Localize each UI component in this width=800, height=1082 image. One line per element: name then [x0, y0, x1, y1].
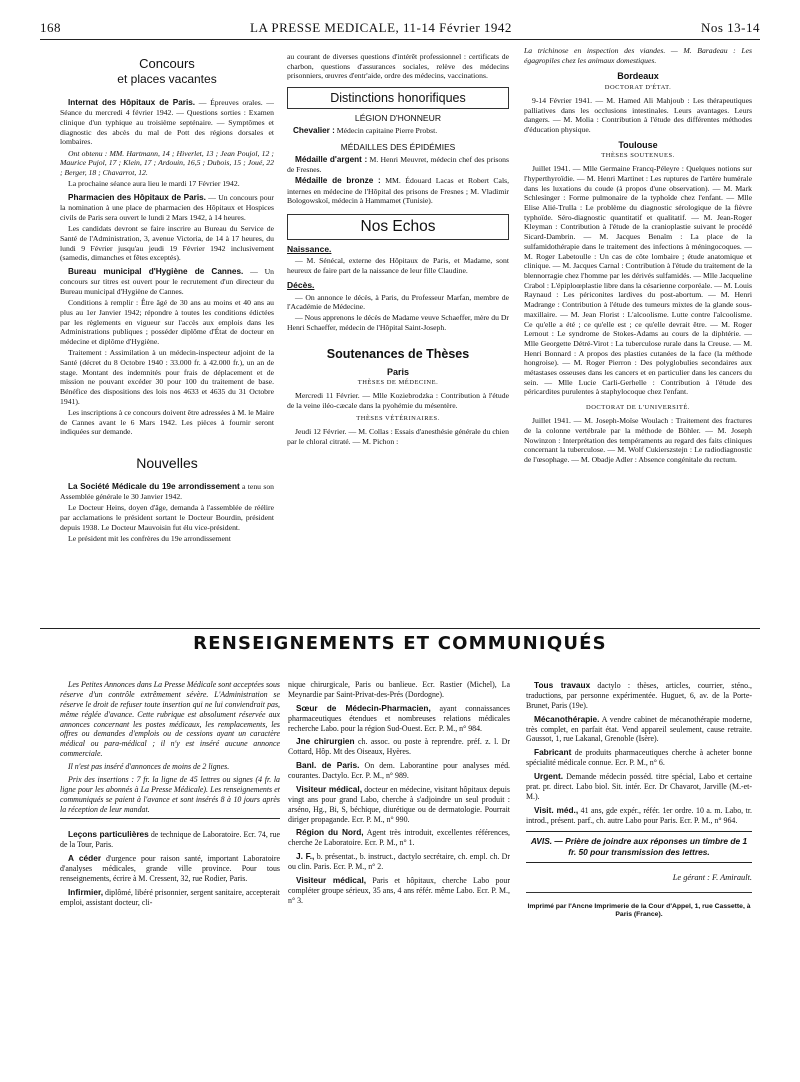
ad-visit-med-head: Visit. méd., — [534, 804, 579, 815]
ad-travaux-text: dactylo : thèses, articles, courrier, sténo., traductions, par personne expérimentée. Huguet, 6, av. de la Porte-Brunet, Paris (19e). — [526, 681, 752, 710]
label-theses-medecine: THÈSES DE MÉDECINE. — [357, 379, 439, 387]
paragraph-internat-next: La prochaine séance aura lieu le mardi 17 Février 1942. — [68, 179, 240, 189]
ad-ceder — [60, 853, 280, 884]
subtitle-toulouse: Toulouse — [618, 139, 658, 150]
ad-infirmier-head: Infirmier, — [68, 886, 104, 897]
paragraph-jeudi: Jeudi 12 Février. — M. Collas : Essais d'anesthésie générale du chien par le chloral citraté. — M. Pichon : — [287, 426, 509, 446]
ad-mecanotherapie-text: A vendre cabinet de mécanothérapie moderne, très complet, en parfait état. Vend appareil seulement, cause retraite. Gaussot, 1, rue Lakanal, Grenoble (Isère). — [526, 714, 752, 744]
paragraph-pharmacien-2: Les candidats devront se faire inscrire au Bureau du Service de Santé de l'Administration, 3, avenue Victoria, de 14 à 17 heures, du lundi 9 Février jusqu'au jeudi 19 Février 1942 inclusivement (samedis, dimanches et fêtes exceptés). — [60, 224, 274, 263]
ad-mecanotherapie — [526, 714, 752, 745]
label-theses-soutenues: THÈSES SOUTENUES. — [601, 152, 675, 160]
subtitle-legion: LÉGION D'HONNEUR — [354, 113, 442, 124]
ad-chirurgien — [288, 736, 510, 757]
ad-travaux-head: Tous travaux — [534, 680, 591, 690]
paragraph-cannes-4: Les inscriptions à ce concours doivent être adressées à M. le Maire de Cannes avant le 6 Mars 1942. Les pièces à fournir seront indiquées sur demande. — [60, 407, 274, 437]
paragraph-bronze — [287, 176, 509, 206]
ad-visiteur-head: Visiteur médical, — [296, 783, 363, 794]
paragraph-deces-2: — Nous apprenons le décès de Madame veuve Schaeffer, mère du Dr Henri Schaeffer, médecin de l'Hôpital Saint-Joseph. — [287, 313, 509, 333]
ad-fabricant-text: de produits pharmaceutiques cherche à acheter bonne spécialité médicale connue. Ecr. P. M., n° 6. — [526, 748, 752, 768]
ad-banlieue — [288, 760, 510, 781]
ads-intro-2: Il n'est pas inséré d'annonces de moins de 2 lignes. — [68, 762, 230, 771]
column-2 — [287, 52, 509, 607]
ad-urgent-text: Demande médecin posséd. titre spécial, Labo et certaine prat. pr. direct. Labo biol. Sit. intér. Ecr. Dr Chavarot, Jarville (M.-et-M.). — [526, 772, 752, 801]
ads-intro-3: Prix des insertions : 7 fr. la ligne de 45 lettres ou signes (4 fr. la ligne pour les abonnés à La Presse Médicale). Les renseignements et communiqués se paient à l'avance et sont insérés 8 à 10 jours après la réception de leur mandat. — [60, 775, 280, 820]
column-3 — [524, 46, 752, 606]
echos-frame — [287, 214, 509, 240]
ad-visiteur-2-text: Paris et hôpitaux, cherche Labo pour compléter groupe sérieux, 35 ans, 4 ans référ. même Labo. Ecr. P. M., n° 3. — [288, 875, 510, 905]
paragraph-societe-2: Le Docteur Heins, doyen d'âge, demanda à l'assemblée de réélire par acclamations le président sortant le Docteur Bourdin, président depuis 1938. Le Docteur Mauvoisin fut élu vice-président. — [60, 503, 274, 532]
ad-visit-med-text: 41 ans, gde expér., référ. 1er ordre. 10 a. m. Labo, tr. introd., présent. parf., ch. autre Labo pour Paris. Ecr. P. M., n° 964. — [526, 805, 752, 825]
paragraph-internat-obtenu: Ont obtenu : MM. Hartmann, 14 ; Hiverlet, 13 ; Jean Poujol, 12 ; Maurice Pujol, 17 ; Klein, 17 ; Ardouin, 16,5 ; Dubois, 15 ; Joué, 22 ; Berger, 18 ; Chavarrot, 12. — [60, 148, 274, 178]
ad-lecons-text: de technique de Laboratoire. Ecr. 74, rue de la Tour, Paris. — [60, 830, 280, 850]
label-doctorat-etat: DOCTORAT D'ÉTAT. — [604, 83, 672, 91]
ads-column-2 — [288, 680, 510, 1075]
ad-visiteur-text: docteur en médecine, visitant hôpitaux depuis vingt ans pour grand Labo, cherche à s'adjoindre un seul produit : arséno, Hg., Bi, S, béchique, diurétique ou de dermatologie. Pourrait diriger propagande. Ecr. P. M., n° 990. — [288, 784, 510, 824]
text-internat: — Épreuves orales. — Séance du mercredi 4 février 1942. — Questions sorties : Examen clinique d'un typhique au troisième septénaire. — Symptômes et diagnostic des abcès du mal de Pott des régions dorsales et lombaires. — [60, 97, 274, 147]
column-1 — [60, 54, 274, 602]
ad-soeur-head: Sœur de Médecin-Pharmacien, — [296, 702, 431, 713]
label-naissance: Naissance. — [287, 243, 332, 254]
subtitle-bordeaux: Bordeaux — [617, 71, 659, 82]
page-number: 168 — [40, 20, 61, 35]
section-title-soutenances: Soutenances de Thèses — [326, 346, 470, 361]
text-chevalier: Médecin capitaine Pierre Probst. — [336, 125, 438, 135]
paragraph-cannes-2: Conditions à remplir : Être âgé de 30 ans au moins et 40 ans au plus au 1er Janvier 1942; répondre à toutes les conditions édictées par les règlements en vigueur sur l'accès aux emplois dans les Administrations publiques ; posséder diplôme d'État de docteur en médecine et diplôme d'Hygiène. — [60, 298, 274, 347]
section-banner-renseignements: RENSEIGNEMENTS ET COMMUNIQUÉS — [40, 628, 760, 656]
ad-chirurgien-head: Jne chirurgien — [296, 736, 355, 747]
section-title-echos: Nos Echos — [360, 218, 436, 236]
ads-intro: Les Petites Annonces dans La Presse Médicale sont acceptées sous réserve d'un contrôle extrêmement sévère. L'Administration se réserve le droit de refuser toute insertion qui ne lui conviendrait pas, même réglée d'avance. Cette rubrique est absolument réservée aux annonces concernant les postes médicaux, les remplacements, les offres ou demandes d'emplois ou de cessions ayant un caractère médical ou para-médical ; il n'y est inséré aucune annonce commerciale. — [60, 680, 280, 759]
ad-mecanotherapie-head: Mécanothérapie. — [534, 713, 600, 724]
subtitle-paris: Paris — [386, 366, 410, 377]
heading-bronze: Médaille de bronze : — [295, 176, 381, 186]
ad-visiteur-2-head: Visiteur médical, — [296, 874, 367, 885]
paragraph-bordeaux: 9-14 Février 1941. — M. Hamed Ali Mahjoub : Les thérapeutiques palliatives dans les occlusions intestinales. Leurs avantages. Leurs dangers. — M. Molia : Contribution à l'étude des différentes méthodes d'éducation physique. — [524, 95, 752, 135]
paragraph-chevalier — [287, 126, 509, 136]
ad-chirurgien-text: ch. assoc. ou poste à reprendre. préf. z. l. Dr Cottard, Hôp. Mt des Oiseaux, Hyères. — [288, 737, 510, 757]
ad-nord — [288, 827, 510, 848]
paragraph-naissance: — M. Sénécal, externe des Hôpitaux de Paris, et Madame, sont heureux de faire part de la naissance de leur fille Claudine. — [287, 256, 509, 276]
paragraph-universite: Juillet 1941. — M. Joseph-Moïse Woulach : Traitement des fractures de la colonne vertébrale par la méthode de Böhler. — M. Joseph Nowinzon : Interprétation des tempéraments au regard des faits cliniques concernant la tuberculose. — M. Wolf Cukierszstejn : Le radiodiagnostic de l'œsophage. — M. Obadje Adler : Absence congénitale du rectum. — [524, 416, 752, 465]
journal-title: LA PRESSE MEDICALE, 11-14 Février 1942 — [250, 20, 512, 35]
ad-jf-head: J. F., — [296, 851, 315, 862]
paragraph-pharmacien — [60, 193, 274, 223]
paragraph-continuation: au courant de diverses questions d'intérêt professionnel : certificats de charbon, questions d'assurances sociales, relève des médecins prisonniers, œuvres d'entr'aide, ordre des médecins, vaccinations. — [287, 52, 509, 81]
heading-chevalier: Chevalier : — [293, 125, 335, 135]
paragraph-argent — [287, 155, 509, 175]
ad-continuation: nique chirurgicale, Paris ou banlieue. Ecr. Rastier (Michel), La Meynardie par Saint-Privat-des-Prés (Dordogne). — [288, 680, 510, 699]
paragraph-mercredi: Mercredi 11 Février. — Mlle Koziebrodzka : Contribution à l'étude de la veine iléo-cæcale dans la pyohémie du mésentère. — [287, 391, 509, 411]
section-title-nouvelles: Nouvelles — [136, 455, 198, 472]
paragraph-continuation-3: La trichinose en inspection des viandes. — M. Baradeau : Les égagropiles chez les animaux domestiques. — [524, 46, 752, 65]
ad-soeur-text: ayant connaissances pharmaceutiques étendues et nombreuses relations médicales recherche Labo. pour la région Sud-Ouest. Ecr. P. M., n° 984. — [288, 703, 510, 733]
text-pharmacien: — Un concours pour la nomination à une place de pharmacien des Hôpitaux et Hospices civils de Paris sera ouvert le lundi 2 Mars 1942, à 14 heures. — [60, 192, 274, 222]
ad-travaux — [526, 680, 752, 711]
ad-fabricant-head: Fabricant — [534, 747, 572, 758]
paragraph-societe-3: Le président mit les confrères du 19e arrondissement — [68, 534, 231, 543]
paragraph-cannes — [60, 267, 274, 297]
avis-notice: AVIS. — Prière de joindre aux réponses un timbre de 1 fr. 50 pour transmission des lettres. — [526, 831, 752, 863]
ad-ceder-text: d'urgence pour raison santé, important Laboratoire d'analyses médicales, grande ville province. Pour tous renseignements, écrire à M. Cressent, 32, rue Rodier, Paris. — [60, 854, 280, 883]
distinctions-frame — [287, 87, 509, 109]
ads-column-3 — [526, 680, 752, 1075]
text-argent: M. Henri Meuvret, médecin chef des prisons de Fresnes. — [287, 154, 509, 175]
paragraph-deces: — On annonce le décès, à Paris, du Professeur Marfan, membre de l'Académie de Médecine. — [287, 292, 509, 312]
ad-fabricant — [526, 747, 752, 768]
paragraph-cannes-3: Traitement : Assimilation à un médecin-inspecteur adjoint de la Santé (décret du 8 Octobre 1940 : 33.000 fr. à 42.000 fr.), un an de stage. Montant des indemnités pour frais de déplacement et de mission ne pouvant excéder 30 pour 100 du traitement de base. Bénéfice des dispositions des lois nos 4633 et 4635 du 31 Octobre 1941). — [60, 348, 274, 406]
ad-urgent-head: Urgent. — [534, 771, 564, 781]
ad-visiteur — [288, 784, 510, 825]
ad-ceder-head: A céder — [68, 853, 102, 864]
ad-urgent — [526, 771, 752, 802]
ad-visiteur-2 — [288, 875, 510, 906]
text-cannes: — Un concours sur titres est ouvert pour le recrutement d'un directeur du Bureau municipal d'Hygiène de Cannes. — [60, 266, 274, 297]
ad-lecons — [60, 829, 280, 850]
section-title-concours: Concours — [139, 56, 195, 71]
gerant-line: Le gérant : F. Amirault. — [526, 873, 752, 893]
label-deces: Décès. — [287, 279, 315, 290]
section-title-distinctions: Distinctions honorifiques — [330, 91, 466, 106]
ad-nord-head: Région du Nord, — [296, 827, 364, 838]
ad-lecons-head: Leçons particulières — [68, 829, 149, 840]
heading-internat: Internat des Hôpitaux de Paris. — [68, 97, 196, 107]
ad-soeur — [288, 703, 510, 734]
paragraph-internat — [60, 98, 274, 147]
heading-cannes: Bureau municipal d'Hygiène de Cannes. — [68, 266, 244, 276]
page-header — [40, 14, 760, 40]
ad-jf — [288, 851, 510, 872]
paragraph-toulouse: Juillet 1941. — Mlle Germaine Francq-Péleyre : Quelques notions sur l'hyperthyroïdie. — M. Henri Martinet : Les ruptures de l'artère humérale dans les luxations du coude (à propos d'une observation). — M. Mark Schlesinger : Forme pulmonaire de la typhoïde chez l'enfant. — Mlle Elise Alié-Trulla : Le problème du diagnostic sérologique de la fièvre typhoïde. Séro-diagnostic quantitatif et qualitatif. — M. Jean-Roger Kleyman : Contribution à l'étude de la cranioplastie suivant le procédé Sicard-Dambrin. — M. Jacques Benaïm : La place de la sulfamidothérapie dans le traitement des infections à méningocoques. — M. Roger Labetoulle : Un cas de côte lombaire ; étude anatomique et clinique. — M. Jacques Carnal : Contribution à l'étude du traitement de la blennorragie chez l'homme par les dérivés sulfamidés. — Mlle Jacqueline Crabol : L'épiploœplastie libre dans la césarienne corporéale. — M. Louis Raynaud : Les périconites lardives du post-abortum. — M. Henri Madrange : Contribution à l'étude des tumeurs mixtes de la glande sous-maxillaire. — M. Jean Florist : L'alcoolisme. Lutte contre l'alcoolisme. Ce qu'elle a été ; ce qu'elle est ; ce qu'elle devrait être. — M. Roger Lernout : Le syndrome de Stokes-Adams au cours de la diphtérie. — Mlle Georgette Détré-Virot : La tuberculose rurale dans la Creuse. — M. Henri Bonnard : A propos des plasties cutanées de la face (la méthode hongroise). — M. Roger Pierron : Des polyglobulies secondaires aux métastases osseuses dans les cancers et en particulier dans les cancers du sein. — Mlle Lucie Carli-Gerhelle : Contribution à l'étude des péricardites purulentes à staphylocoque chez l'enfant. — [524, 164, 752, 397]
ad-banlieue-head: Banl. de Paris. — [296, 760, 360, 771]
label-theses-vet: THÈSES VÉTÉRINAIRES. — [356, 414, 440, 422]
ad-infirmier — [60, 887, 280, 908]
section-subtitle-concours: et places vacantes — [117, 71, 217, 86]
text-societe: a tenu son Assemblée générale le 30 Janvier 1942. — [60, 481, 274, 502]
ad-visit-med — [526, 805, 752, 826]
text-bronze: MM. Édouard Lacas et Robert Cals, internes en médecine de l'Hôpital des prisons de Fresnes ; M. Vladimir Bologowskoï, médecin à Hammamet (Tunisie). — [287, 176, 509, 206]
ad-jf-text: b. présentat., b. instruct., dactylo secrétaire, ch. empl. ch. Dr ou clin. Paris. Ecr. P. M., n° 2. — [288, 852, 510, 871]
issue-number: Nos 13-14 — [700, 20, 760, 35]
label-doctorat-univ: DOCTORAT DE L'UNIVERSITÉ. — [586, 404, 690, 412]
ad-nord-text: Agent très introduit, excellentes références, cherche 2e Laboratoire. Ecr. P. M., n° 1. — [288, 828, 510, 848]
heading-societe: La Société Médicale du 19e arrondissement — [68, 481, 240, 491]
heading-pharmacien: Pharmacien des Hôpitaux de Paris. — [68, 192, 206, 202]
ads-column-1 — [60, 680, 280, 1075]
heading-argent: Médaille d'argent : — [295, 154, 368, 164]
ad-banlieue-text: On dem. Laborantine pour analyses méd. courantes. Dactylo. Ecr. P. M., n° 989. — [288, 761, 510, 780]
paragraph-societe — [60, 482, 274, 502]
subtitle-epidemies: MÉDAILLES DES ÉPIDÉMIES — [340, 142, 456, 153]
imprimeur-line: Imprimé par l'Ancne Imprimerie de la Cour d'Appel, 1, rue Cassette, à Paris (France). — [527, 902, 751, 919]
ad-infirmier-text: diplômé, libéré prisonnier, sergent sanitaire, accepterait emploi, assistant docteur, cli- — [60, 887, 280, 907]
